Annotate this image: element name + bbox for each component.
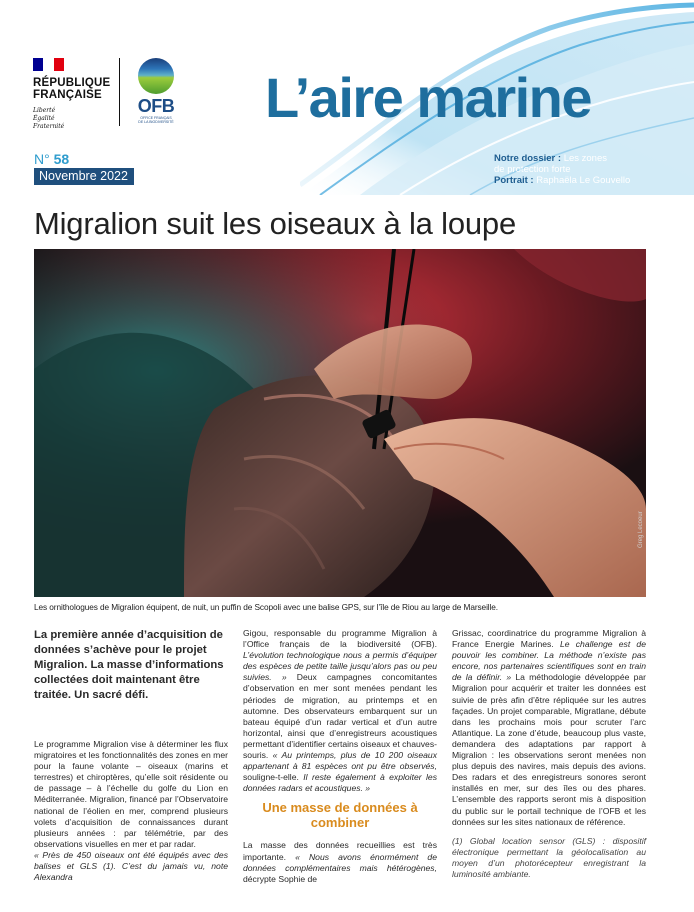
masthead-title: L’aire marine: [265, 66, 592, 129]
article-column-2: [243, 628, 437, 885]
body-paragraph: Le programme Migralion vise à déterminer les flux migratoires et les fonctionnalités des zones en mer pour la faune volante – oiseaux (marins et terrestres) et chiroptères, qu’elle soit résidente ou de passage – à l’échelle du golfe du Lion en Méditerranée. Migralion, financé par l’Observatoire national de l’éolien en mer, comprend plusieurs volets d’acquisition de connaissances durant plusieurs années : par télémétrie, par des observations visuelles en mer et par radar.: [34, 739, 228, 849]
dossier-label: Notre dossier :: [494, 153, 562, 164]
portrait-value: Raphaëla Le Gouvello: [536, 175, 631, 186]
article-column-3: [452, 628, 646, 880]
ofb-subtitle-line-2: DE LA BIODIVERSITÉ: [138, 120, 174, 124]
article-photo: [34, 249, 646, 597]
ofb-subtitle-line-1: OFFICE FRANÇAIS: [140, 116, 172, 120]
ofb-logo: [128, 58, 184, 124]
photo-caption: Les ornithologues de Migralion équipent, de nuit, un puffin de Scopoli avec une balise GPS, sur l’île de Riou au large de Marseille.: [34, 602, 499, 612]
article-column-1: [34, 628, 228, 883]
body-paragraph: Gigou, responsable du programme Migralion à l’Office français de la biodiversité (OFB). L’évolution technologique nous a permis d’équiper des espèces de petite taille jusqu’alors pas ou peu suivies. » Deux campagnes concomitantes d’observation en mer sont menées pendant les périodes de migration, au printemps et en automne. Des observateurs embarquent sur un bateau équipé d’un radar vertical et d’un autre horizontal, ainsi que d’enregistreurs acoustiques permettant d’identifier certains oiseaux et chauves-souris. « Au printemps, plus de 10 200 oiseaux appartenant à 81 espèces ont pu être observés, souligne-t-elle. Il reste également à exploiter les données radars et acoustiques. »: [243, 628, 438, 794]
ofb-acronym: OFB: [137, 96, 175, 116]
french-flag-icon: [33, 58, 64, 71]
issue-date: Novembre 2022: [34, 168, 134, 185]
photo-credit: Greg Lecoeur: [638, 511, 644, 548]
footnote: (1) Global location sensor (GLS) : dispositif électronique permettant la géolocalisation au moyen d’un photorécepteur enregistrant la luminosité ambiante.: [452, 835, 646, 879]
body-quote: « Près de 450 oiseaux ont été équipés avec des balises et GLS (1). C’est du jamais vu, note Alexandra: [34, 849, 228, 883]
portrait-label: Portrait :: [494, 175, 534, 186]
republique-line-1: RÉPUBLIQUE: [33, 77, 111, 89]
section-subheading: Une masse de données à combiner: [262, 800, 418, 831]
body-paragraph: La masse des données recueillies est très importante. « Nous avons énormément de données complémentaires mais hétérogènes, décrypte Sophie de: [243, 840, 437, 884]
issue-teaser: [494, 153, 630, 186]
article-headline: Migralion suit les oiseaux à la loupe: [34, 206, 516, 241]
republique-line-2: FRANÇAISE: [33, 89, 102, 101]
logo-divider: [119, 58, 120, 126]
dossier-value: Les zones: [563, 153, 607, 164]
article-lead: La première année d’acquisition de données s’achève pour le projet Migralion. La masse d’informations collectées doit maintenant être traitée. Un sacré défi.: [34, 629, 224, 701]
dossier-value-2: de protection forte: [494, 164, 571, 175]
bird-tagging-photo: [34, 249, 646, 597]
republique-francaise-logo: [33, 58, 113, 131]
body-paragraph: Grissac, coordinatrice du programme Migralion à France Energie Marines. Le challenge est de pouvoir les combiner. La méthode n’existe pas encore, nos partenaires scientifiques sont en train de la définir. » La méthodologie développée par Migralion pour acquérir et traiter les données est suivie de près afin d’être répliquée sur les autres façades. Un projet comparable, Migratlane, débute dans les prochains mois pour scruter l’arc Atlantique. La zone d’étude, beaucoup plus vaste, demandera des adaptations par rapport à Migralion : les observations seront menées non plus depuis des navires, mais depuis des avions. Des radars et des enregistreurs sonores seront installés en mer, sur des îles ou des phares. L’ensemble des rapports seront mis à disposition du public sur le portail technique de l’OFB et les données sur les sites nationaux de référence.: [452, 628, 647, 827]
ofb-globe-icon: [138, 58, 174, 94]
republique-motto: Liberté Égalité Fraternité: [33, 107, 65, 130]
issue-number: N° 58: [34, 151, 70, 167]
